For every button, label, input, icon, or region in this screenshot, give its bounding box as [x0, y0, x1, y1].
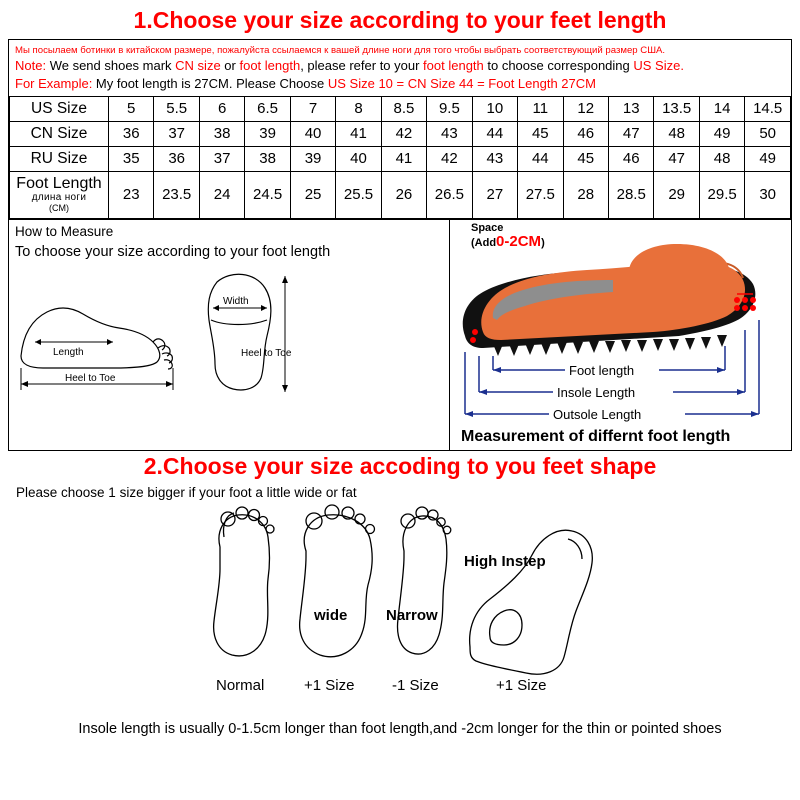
how-to-measure-label: How to Measure [15, 223, 114, 239]
section1-heading: 1.Choose your size according to your feet length [133, 7, 667, 33]
cell-ru-11: 46 [608, 146, 653, 171]
foot-length-label-line2: длина ноги [31, 192, 87, 204]
insole-footer-note: Insole length is usually 0-1.5cm longer than foot length,and -2cm longer for the thin or pointed shoes [78, 721, 722, 738]
cell-us-0: 5 [109, 96, 154, 121]
foot-length-label-line1: Foot Length [16, 175, 102, 193]
narrow-foot-label: -1 Size [392, 677, 439, 695]
cell-fl-5: 25.5 [336, 171, 381, 218]
cell-ru-2: 37 [199, 146, 244, 171]
note-text-1: We send shoes mark [49, 58, 176, 74]
cell-fl-10: 28 [563, 171, 608, 218]
cell-us-3: 6.5 [245, 96, 290, 121]
cell-us-4: 7 [290, 96, 335, 121]
cell-ru-7: 42 [427, 146, 472, 171]
cell-us-12: 13.5 [654, 96, 699, 121]
cell-cn-11: 47 [608, 121, 653, 146]
note-text-2: , please refer to your [300, 58, 424, 74]
cell-fl-1: 23.5 [154, 171, 199, 218]
cell-fl-12: 29 [654, 171, 699, 218]
cell-fl-9: 27.5 [518, 171, 563, 218]
measurement-illustration-area [9, 219, 791, 450]
russian-note: Мы посылаем ботинки в китайском размере, пожалуйста ссылаемся к вашей длине ноги для того чтобы выбрать соответствующий размер США. [15, 45, 666, 57]
wide-foot-diagram [290, 503, 390, 673]
cell-us-6: 8.5 [381, 96, 426, 121]
cell-us-13: 14 [699, 96, 744, 121]
foot-length-measure-label: Foot length [569, 362, 635, 378]
size-table [9, 96, 791, 219]
example-mapping: US Size 10 = CN Size 44 = Foot Length 27CM [327, 75, 596, 91]
cell-fl-13: 29.5 [699, 171, 744, 218]
cell-ru-4: 39 [290, 146, 335, 171]
note-line-1 [9, 57, 791, 74]
cell-ru-1: 36 [154, 146, 199, 171]
cell-cn-4: 40 [290, 121, 335, 146]
section2-heading: 2.Choose your size accoding to you feet shape [143, 452, 657, 479]
foot-shape-section [8, 479, 792, 747]
note-label: Note: [15, 58, 50, 74]
cell-ru-6: 41 [381, 146, 426, 171]
row-header-ru: RU Size [10, 146, 109, 171]
wide-foot-tag: wide [314, 607, 348, 625]
cell-cn-12: 48 [654, 121, 699, 146]
outsole-length-measure-label: Outsole Length [553, 406, 642, 422]
cell-cn-3: 39 [245, 121, 290, 146]
insole-length-measure-label: Insole Length [557, 384, 636, 400]
cell-cn-2: 38 [199, 121, 244, 146]
cell-cn-6: 42 [381, 121, 426, 146]
high-instep-foot-diagram [460, 519, 620, 679]
high-instep-tag: High Instep [464, 553, 546, 571]
cell-cn-10: 46 [563, 121, 608, 146]
notes-block [9, 40, 791, 96]
note-line-2 [9, 75, 791, 92]
cell-us-5: 8 [336, 96, 381, 121]
cell-ru-0: 35 [109, 146, 154, 171]
cell-fl-7: 26.5 [427, 171, 472, 218]
cell-fl-0: 23 [109, 171, 154, 218]
width-label: Width [223, 295, 249, 307]
cell-ru-3: 38 [245, 146, 290, 171]
cell-ru-9: 44 [518, 146, 563, 171]
vertical-divider [449, 220, 450, 450]
example-text: My foot length is 27CM. Please Choose [95, 75, 328, 91]
heel-to-toe-label-left: Heel to Toe [65, 372, 116, 384]
space-label-text: Space [471, 221, 504, 234]
cell-us-1: 5.5 [154, 96, 199, 121]
table-row-us [10, 96, 791, 121]
cell-fl-11: 28.5 [608, 171, 653, 218]
cell-ru-10: 45 [563, 146, 608, 171]
cell-ru-12: 47 [654, 146, 699, 171]
row-header-us: US Size [10, 96, 109, 121]
cell-cn-1: 37 [154, 121, 199, 146]
cell-ru-5: 40 [336, 146, 381, 171]
cell-fl-6: 26 [381, 171, 426, 218]
foot-sole-top-view-diagram [181, 264, 311, 404]
cell-fl-8: 27 [472, 171, 517, 218]
cell-cn-8: 44 [472, 121, 517, 146]
space-paren: ) [541, 236, 545, 249]
cell-cn-5: 41 [336, 121, 381, 146]
note-foot-length-2: foot length [423, 58, 484, 74]
space-add-text: (Add [471, 236, 497, 249]
row-header-foot-length [10, 171, 109, 218]
cell-cn-13: 49 [699, 121, 744, 146]
size-chart-section [8, 39, 792, 451]
table-row-ru [10, 146, 791, 171]
cell-us-10: 12 [563, 96, 608, 121]
cell-ru-13: 48 [699, 146, 744, 171]
note-foot-length-1: foot length [239, 58, 301, 74]
narrow-foot-tag: Narrow [386, 607, 438, 625]
cell-us-7: 9.5 [427, 96, 472, 121]
measurement-caption: Measurement of differnt foot length [461, 427, 731, 445]
note-text-3: to choose corresponding [483, 58, 634, 74]
size-advice-text: Please choose 1 size bigger if your foot a little wide or fat [16, 485, 357, 501]
cell-fl-3: 24.5 [245, 171, 290, 218]
table-row-foot-length [10, 171, 791, 218]
row-header-cn: CN Size [10, 121, 109, 146]
note-us-size: US Size. [633, 58, 684, 74]
narrow-foot-diagram [380, 503, 466, 673]
cell-us-11: 13 [608, 96, 653, 121]
cell-fl-14: 30 [745, 171, 791, 218]
space-value: 0-2CM [496, 232, 542, 250]
normal-foot-label: Normal [216, 677, 265, 695]
cell-fl-2: 24 [199, 171, 244, 218]
wide-foot-label: +1 Size [304, 677, 355, 695]
foot-length-label-line3: (CM) [49, 202, 69, 213]
cell-ru-8: 43 [472, 146, 517, 171]
note-or: or [220, 58, 240, 74]
shoe-fit-diagram [453, 240, 800, 430]
cell-us-2: 6 [199, 96, 244, 121]
length-label: Length [53, 346, 84, 358]
cell-cn-7: 43 [427, 121, 472, 146]
note-cn-size: CN size [175, 58, 221, 74]
cell-fl-4: 25 [290, 171, 335, 218]
example-label: For Example: [15, 75, 96, 91]
cell-us-8: 10 [472, 96, 517, 121]
cell-cn-0: 36 [109, 121, 154, 146]
high-instep-label: +1 Size [496, 677, 547, 695]
cell-cn-14: 50 [745, 121, 791, 146]
heel-to-toe-label-right: Heel to Toe [241, 347, 292, 359]
cell-cn-9: 45 [518, 121, 563, 146]
cell-us-9: 11 [518, 96, 563, 121]
normal-foot-diagram [198, 503, 290, 673]
cell-ru-14: 49 [745, 146, 791, 171]
cell-us-14: 14.5 [745, 96, 791, 121]
foot-side-view-diagram [13, 268, 193, 398]
choose-size-instruction: To choose your size according to your foot length [15, 243, 331, 260]
table-row-cn [10, 121, 791, 146]
